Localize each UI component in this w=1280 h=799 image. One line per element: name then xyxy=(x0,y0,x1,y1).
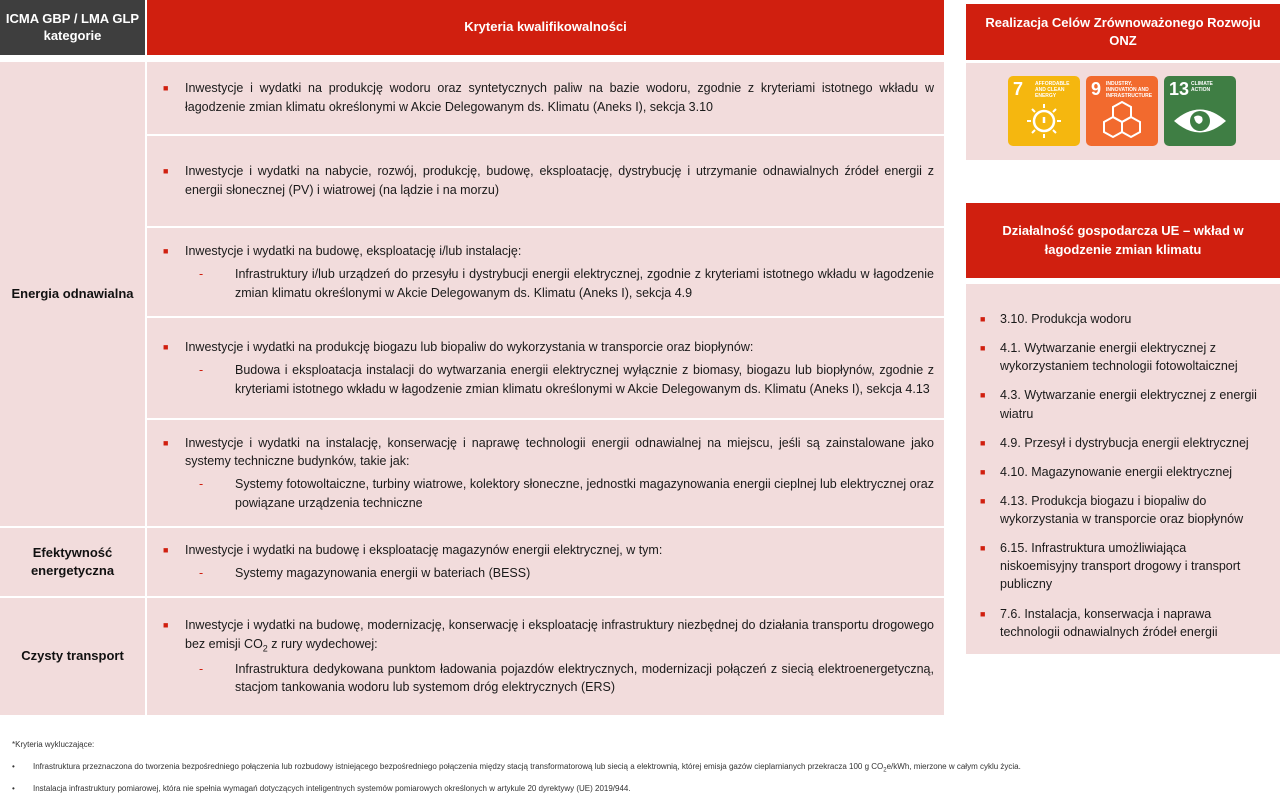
bullet-icon: ■ xyxy=(980,437,986,448)
criteria-text: Inwestycje i wydatki na budowę i eksploatację magazynów energii elektrycznej, w tym: xyxy=(185,543,663,558)
bullet-icon: ■ xyxy=(163,437,169,448)
bullet-icon: ■ xyxy=(980,543,986,554)
criteria-row-hydrogen xyxy=(147,62,944,134)
list-item: ■ 4.3. Wytwarzanie energii elektrycznej z energii wiatru xyxy=(980,388,1257,421)
sun-plug-icon xyxy=(1008,76,1080,146)
bullet-icon: ■ xyxy=(980,608,986,619)
criteria-subtext: Systemy fotowoltaiczne, turbiny wiatrowe, kolektory słoneczne, jednostki magazynowania energii cieplnej lub elektrycznej oraz powiązane urządzenia techniczne xyxy=(235,477,934,510)
criteria-row-grid xyxy=(147,228,944,316)
criteria-row-solar-wind xyxy=(147,136,944,226)
category-renewable xyxy=(0,62,145,526)
bullet-icon: ■ xyxy=(980,314,986,324)
criteria-header xyxy=(147,0,944,55)
bullet-icon: ■ xyxy=(163,341,169,352)
dash-icon: - xyxy=(199,661,204,676)
list-item: ■ 4.9. Przesył i dystrybucja energii elektrycznej xyxy=(980,435,1249,450)
bullet-icon: • xyxy=(12,762,15,771)
criteria-row-storage xyxy=(147,528,944,596)
bullet-icon: ■ xyxy=(163,619,169,630)
list-item: ■ 4.10. Magazynowanie energii elektrycznej xyxy=(980,464,1233,479)
bullet-icon: ■ xyxy=(163,545,169,556)
criteria-subtext: Budowa i eksploatacja instalacji do wytwarzania energii elektrycznej wyłącznie z biomasy, biogazu lub biopłynów, zgodnie z kryteriami istotnego wkładu w łagodzenie zmian klimatu określonymi w Akcie Delegowanym ds. Klimatu (Aneks I), sekcja 4.13 xyxy=(235,362,934,396)
sdg-tile-7: 7 AFFORDABLE AND CLEAN ENERGY xyxy=(1008,76,1080,146)
criteria-row-biogas xyxy=(147,318,944,418)
criteria-subtext: Systemy magazynowania energii w bateriach (BESS) xyxy=(235,566,531,581)
category-header xyxy=(0,0,145,55)
bullet-icon: ■ xyxy=(980,466,986,477)
eu-activity-header-label: Działalność gospodarcza UE – wkład w łagodzenie zmian klimatu xyxy=(1002,223,1244,257)
sdg-header xyxy=(966,4,1280,60)
bullet-icon: ■ xyxy=(980,390,986,401)
list-item: ■ 4.13. Produkcja biogazu i biopaliw do wykorzystania w transporcie oraz biopłynów xyxy=(980,493,1244,526)
eye-globe-icon xyxy=(1164,76,1236,146)
criteria-text: Inwestycje i wydatki na produkcję biogazu lub biopaliw do wykorzystania w transporcie oraz biopłynów: xyxy=(185,339,754,354)
criteria-row-transport xyxy=(147,598,944,715)
category-efficiency xyxy=(0,528,145,596)
criteria-text: Inwestycje i wydatki na instalację, konserwację i naprawę technologii energii odnawialnej na miejscu, jeśli są zainstalowane jako systemy techniczne budynków, takie jak: xyxy=(185,435,934,469)
bullet-icon: ■ xyxy=(980,343,986,354)
bullet-icon: • xyxy=(12,784,15,793)
sdg-tile-13: 13 CLIMATE ACTION xyxy=(1164,76,1236,146)
list-item: ■ 4.1. Wytwarzanie energii elektrycznej z wykorzystaniem technologii fotowoltaicznej xyxy=(980,341,1238,374)
eu-activity-header xyxy=(966,203,1280,278)
sdg-panel xyxy=(966,63,1280,160)
eu-activity-list xyxy=(966,284,1280,654)
criteria-text: Inwestycje i wydatki na budowę, modernizację, konserwację i eksploatację infrastruktury niezbędnej do działania transportu drogowego bez emisji $CO_2$ z rury wydechowej: xyxy=(185,617,934,654)
bullet-icon: ■ xyxy=(980,495,986,506)
list-item: ■ 6.15. Infrastruktura umożliwiająca niskoemisyjny transport drogowy i transport publiczny xyxy=(980,541,1241,592)
criteria-text: Inwestycje i wydatki na nabycie, rozwój, produkcję, budowę, eksploatację, dystrybucję i utrzymanie odnawialnych źródeł energii z energii słonecznej (PV) i wiatrowej (na lądzie i na morzu) xyxy=(185,164,934,197)
cubes-icon xyxy=(1086,76,1158,146)
criteria-header-label: Kryteria kwalifikowalności xyxy=(464,19,627,35)
category-renewable-label: Energia odnawialna xyxy=(11,285,134,301)
criteria-subtext: Infrastruktura dedykowana punktom ładowania pojazdów elektrycznych, modernizacji połączeń z siecią elektroenergetyczną, stacjom tankowania wodoru lub systemom dróg elektrycznych (ERS) xyxy=(235,661,934,695)
sdg-header-label: Realizacja Celów Zrównoważonego Rozwoju ONZ xyxy=(985,14,1261,48)
list-item: ■ 7.6. Instalacja, konserwacja i naprawa technologii odnawialnych źródeł energii xyxy=(980,606,1218,639)
list-item: ■ 3.10. Produkcja wodoru xyxy=(980,312,1132,326)
bullet-icon: ■ xyxy=(163,83,169,94)
footnote-title: *Kryteria wykluczające: xyxy=(12,740,95,749)
dash-icon: - xyxy=(199,266,204,281)
sdg-tile-9: 9 INDUSTRY, INNOVATION AND INFRASTRUCTURE xyxy=(1086,76,1158,146)
bullet-icon: ■ xyxy=(163,245,169,256)
dash-icon: - xyxy=(199,477,204,491)
criteria-row-onsite xyxy=(147,420,944,526)
dash-icon: - xyxy=(199,566,204,581)
footnote-item: • Instalacja infrastruktury pomiarowej, która nie spełnia wymagań dotyczących inteligentnych systemów pomiarowych określonych w artykule 20 dyrektywy (UE) 2019/944. xyxy=(12,784,631,793)
footnote-item: • Infrastruktura przeznaczona do tworzenia bezpośredniego połączenia lub rozbudowy istniejącego bezpośredniego połączenia między stacją transformatorową lub siecią a elektrownią, której emisja gazów cieplarnianych przekracza 100 g $CO_2e$/kWh, mierzone w całym cyklu życia. xyxy=(12,762,1021,774)
dash-icon: - xyxy=(199,362,204,377)
criteria-text: Inwestycje i wydatki na budowę, eksploatację i/lub instalację: xyxy=(185,243,522,258)
category-efficiency-label: Efektywność energetyczna xyxy=(30,544,115,578)
criteria-subtext: Infrastruktury i/lub urządzeń do przesyłu i dystrybucji energii elektrycznej, zgodnie z kryteriami istotnego wkładu w łagodzenie zmian klimatu określonymi w Akcie Delegowanym ds. Klimatu (Aneks I), sekcja 4.9 xyxy=(235,266,934,300)
category-header-label: ICMA GBP / LMA GLP kategorie xyxy=(5,10,140,43)
category-transport xyxy=(0,598,145,715)
criteria-text: Inwestycje i wydatki na produkcję wodoru oraz syntetycznych paliw na bazie wodoru, zgodnie z kryteriami istotnego wkładu w łagodzenie zmian klimatu określonymi w Akcie Delegowanym ds. Klimatu (Aneks I), sekcja 3.10 xyxy=(185,81,934,114)
category-transport-label: Czysty transport xyxy=(21,648,124,664)
bullet-icon: ■ xyxy=(163,166,169,177)
